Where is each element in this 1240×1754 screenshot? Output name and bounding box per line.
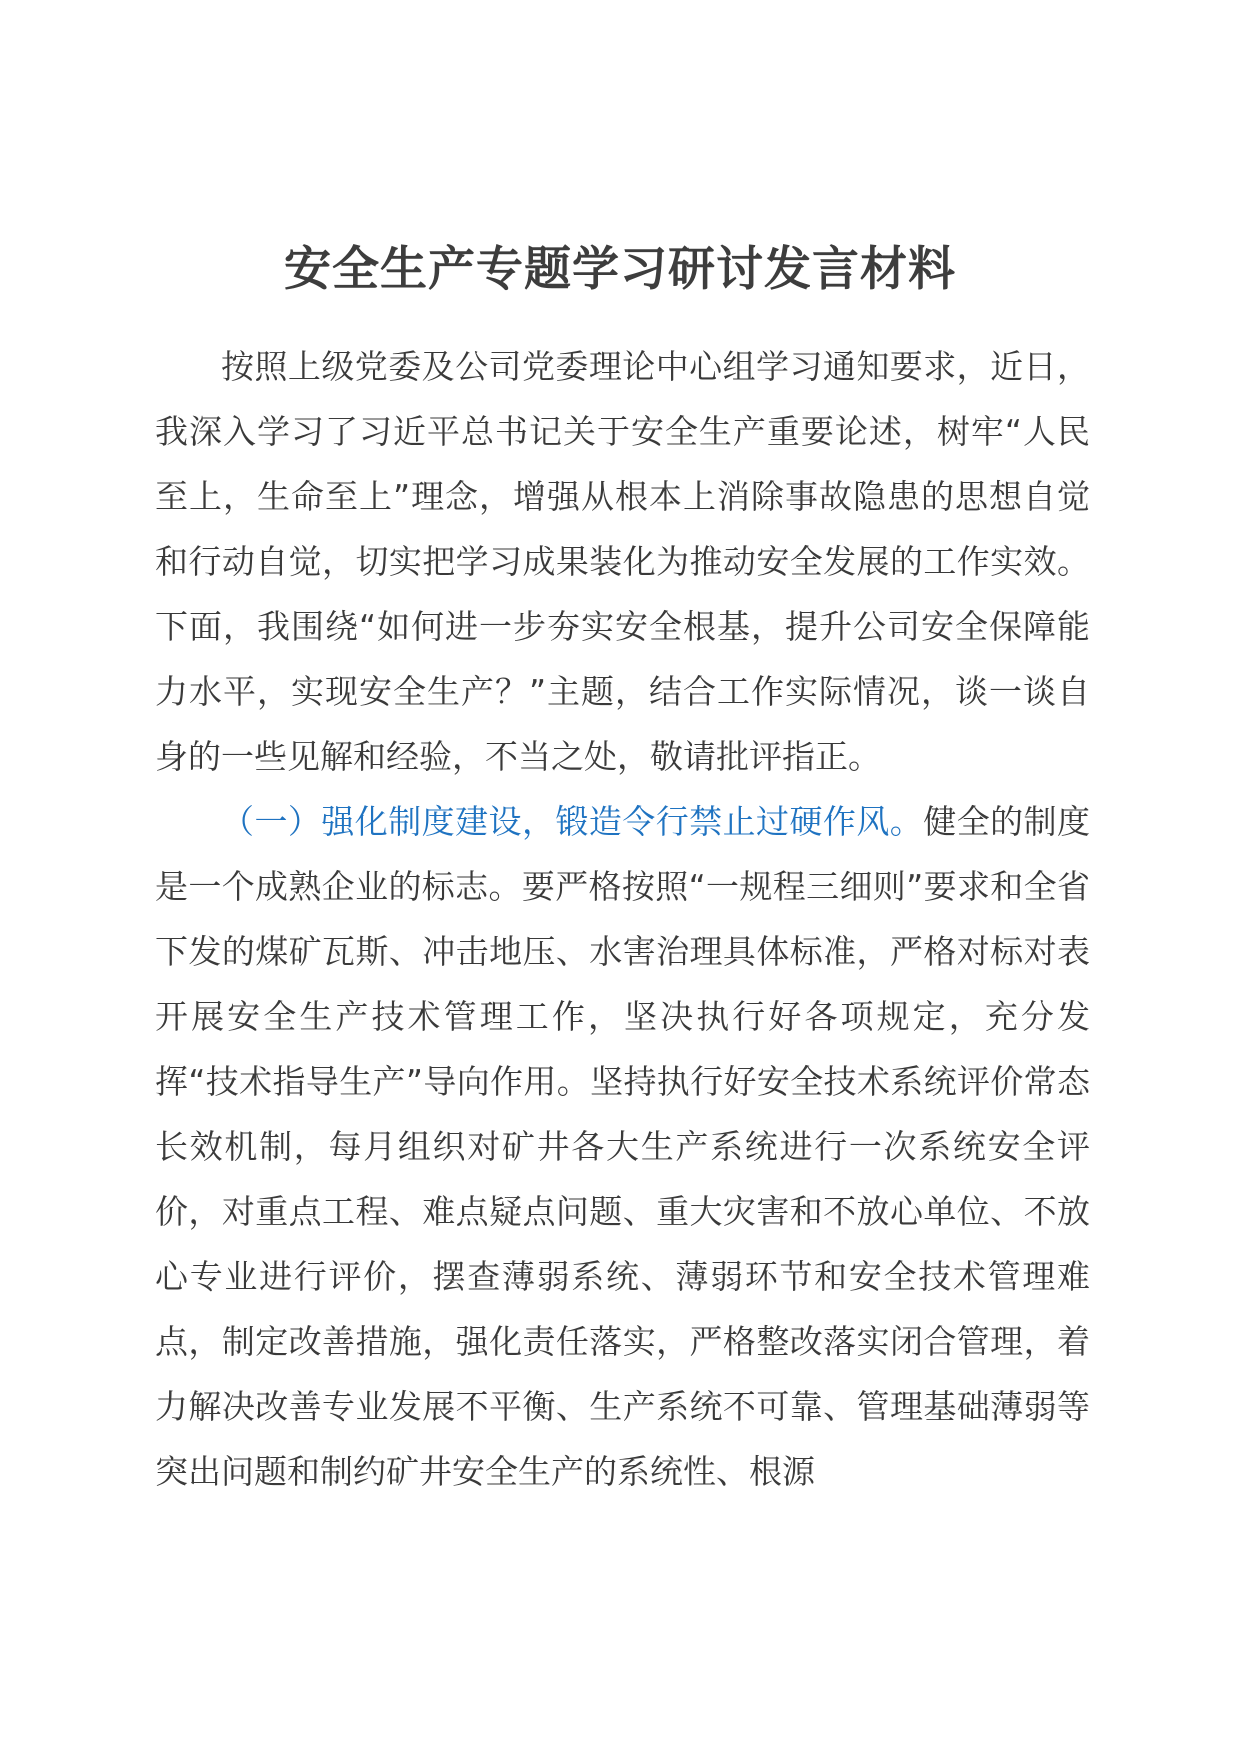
intro-paragraph-text: 按照上级党委及公司党委理论中心组学习通知要求，近日，我深入学习了习近平总书记关于安全生产重要论述，树牢“人民至上，生命至上”理念，增强从根本上消除事故隐患的思想自觉和行动自觉，切实把学习成果装化为推动安全发展的工作实效。下面，我围绕“如何进一步夯实安全根基，提升公司安全保障能力水平，实现安全生产？”主题，结合工作实际情况，谈一谈自身的一些见解和经验，不当之处，敬请批评指正。 xyxy=(155,347,1090,776)
intro-paragraph xyxy=(155,334,1090,789)
section-one-heading: （一）强化制度建设，锻造令行禁止过硬作风。 xyxy=(221,802,924,841)
section-one-text: 健全的制度是一个成熟企业的标志。要严格按照“一规程三细则”要求和全省下发的煤矿瓦斯、冲击地压、水害治理具体标准，严格对标对表开展安全生产技术管理工作，坚决执行好各项规定，充分发挥“技术指导生产”导向作用。坚持执行好安全技术系统评价常态长效机制，每月组织对矿井各大生产系统进行一次系统安全评价，对重点工程、难点疑点问题、重大灾害和不放心单位、不放心专业进行评价，摆查薄弱系统、薄弱环节和安全技术管理难点，制定改善措施，强化责任落实，严格整改落实闭合管理，着力解决改善专业发展不平衡、生产系统不可靠、管理基础薄弱等突出问题和制约矿井安全生产的系统性、根源 xyxy=(155,802,1091,1491)
document-body xyxy=(155,334,1090,1504)
document-title: 安全生产专题学习研讨发言材料 xyxy=(284,242,956,297)
section-one-paragraph xyxy=(155,789,1090,1504)
